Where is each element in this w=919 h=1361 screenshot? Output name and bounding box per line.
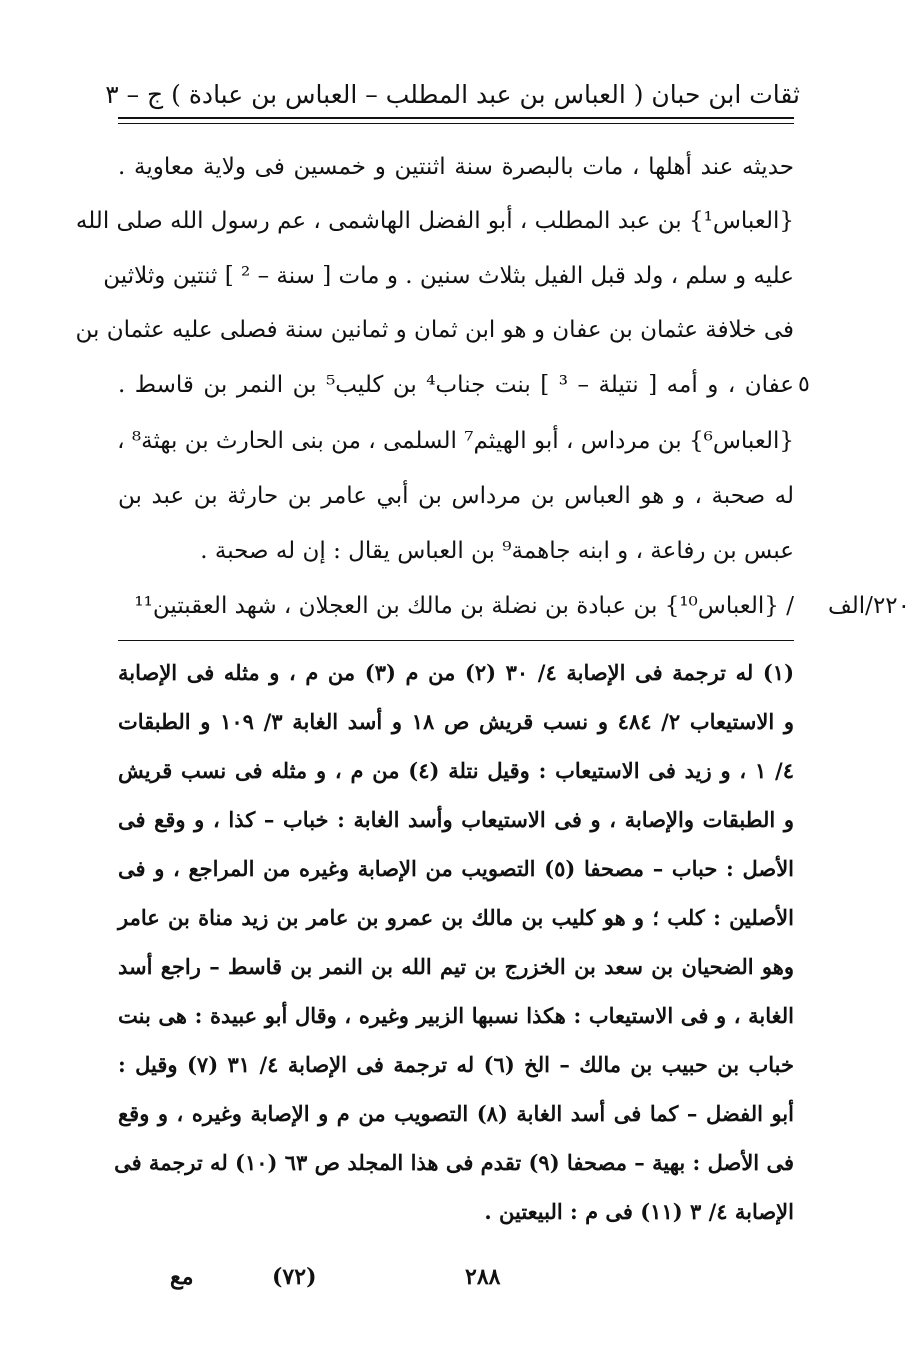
- footnote-rule: [118, 640, 794, 641]
- footnote-line: خباب بن حبيب بن مالك – الخ (٦) له ترجمة فى الإصابة ٤/ ٣١ (٧) وقيل :: [118, 1052, 795, 1077]
- footnote-line: الإصابة ٤/ ٣ (١١) فى م : البيعتين .: [484, 1199, 794, 1224]
- footer-bracket-number: (٧٢): [272, 1264, 317, 1290]
- body-line: حديثه عند أهلها ، مات بالبصرة سنة اثنتين و خمسين فى ولاية معاوية .: [118, 154, 794, 180]
- body-line: {العباس¹} بن عبد المطلب ، أبو الفضل الهاشمى ، عم رسول الله صلى الله: [75, 208, 794, 234]
- margin-folio-reference: ٢٢٠/الف: [827, 593, 910, 619]
- footnote-line: فى الأصل : بهية – مصحفا (٩) تقدم فى هذا المجلد ص ٦٣ (١٠) له ترجمة فى: [114, 1150, 794, 1175]
- page-number: ٢٨٨: [465, 1264, 501, 1290]
- body-line: فى خلافة عثمان بن عفان و هو ابن ثمان و ثمانين سنة فصلى عليه عثمان بن: [75, 317, 794, 343]
- header-rule: [118, 117, 794, 119]
- footnote-line: ٤/ ١ ، و زيد فى الاستيعاب : وقيل نتلة (٤) من م ، و مثله فى نسب قريش: [118, 758, 794, 783]
- body-line: عليه و سلم ، ولد قبل الفيل بثلاث سنين . و مات [ سنة – ² ] ثنتين وثلاثين: [103, 263, 794, 289]
- line-number: ٥: [798, 372, 810, 397]
- body-line: / {العباس¹⁰} بن عبادة بن نضلة بن مالك بن العجلان ، شهد العقبتين¹¹: [134, 593, 794, 619]
- body-line: عبس بن رفاعة ، و ابنه جاهمة⁹ بن العباس يقال : إن له صحبة .: [200, 538, 794, 564]
- body-line: {العباس⁶} بن مرداس ، أبو الهيثم⁷ السلمى ، من بنى الحارث بن بهثة⁸ ،: [117, 428, 794, 454]
- footnote-line: أبو الفضل – كما فى أسد الغابة (٨) التصويب من م و الإصابة وغيره ، و وقع: [118, 1101, 794, 1126]
- footnote-line: الأصلين : كلب ؛ و هو كليب بن مالك بن عمرو بن عامر بن زيد مناة بن عامر: [118, 905, 794, 930]
- footnote-line: الأصل : حباب – مصحفا (٥) التصويب من الإصابة وغيره من المراجع ، و فى: [118, 856, 794, 881]
- footnote-line: و الطبقات والإصابة ، و فى الاستيعاب وأسد الغابة : خباب – كذا ، و وقع فى: [118, 807, 794, 832]
- footnote-line: و الاستيعاب ٢/ ٤٨٤ و نسب قريش ص ١٨ و أسد الغابة ٣/ ١٠٩ و الطبقات: [118, 709, 795, 734]
- footer-signature: مع: [170, 1264, 194, 1290]
- body-line: عفان ، و أمه [ نتيلة – ³ ] بنت جناب⁴ بن كليب⁵ بن النمر بن قاسط .: [118, 372, 794, 398]
- footnote-line: وهو الضحيان بن سعد بن الخزرج بن تيم الله بن النمر بن قاسط – راجع أسد: [118, 954, 794, 979]
- body-line: له صحبة ، و هو العباس بن مرداس بن أبي عامر بن حارثة بن عبد بن: [118, 483, 794, 509]
- footnote-line: (١) له ترجمة فى الإصابة ٤/ ٣٠ (٢) من م (٣) من م ، و مثله فى الإصابة: [118, 660, 795, 685]
- footnote-line: الغابة ، و فى الاستيعاب : هكذا نسبها الزبير وغيره ، وقال أبو عبيدة : هى بنت: [118, 1003, 794, 1028]
- header-rule-thin: [118, 123, 794, 124]
- running-header: ثقات ابن حبان ( العباس بن عبد المطلب – العباس بن عبادة ) ج – ٣: [105, 80, 800, 109]
